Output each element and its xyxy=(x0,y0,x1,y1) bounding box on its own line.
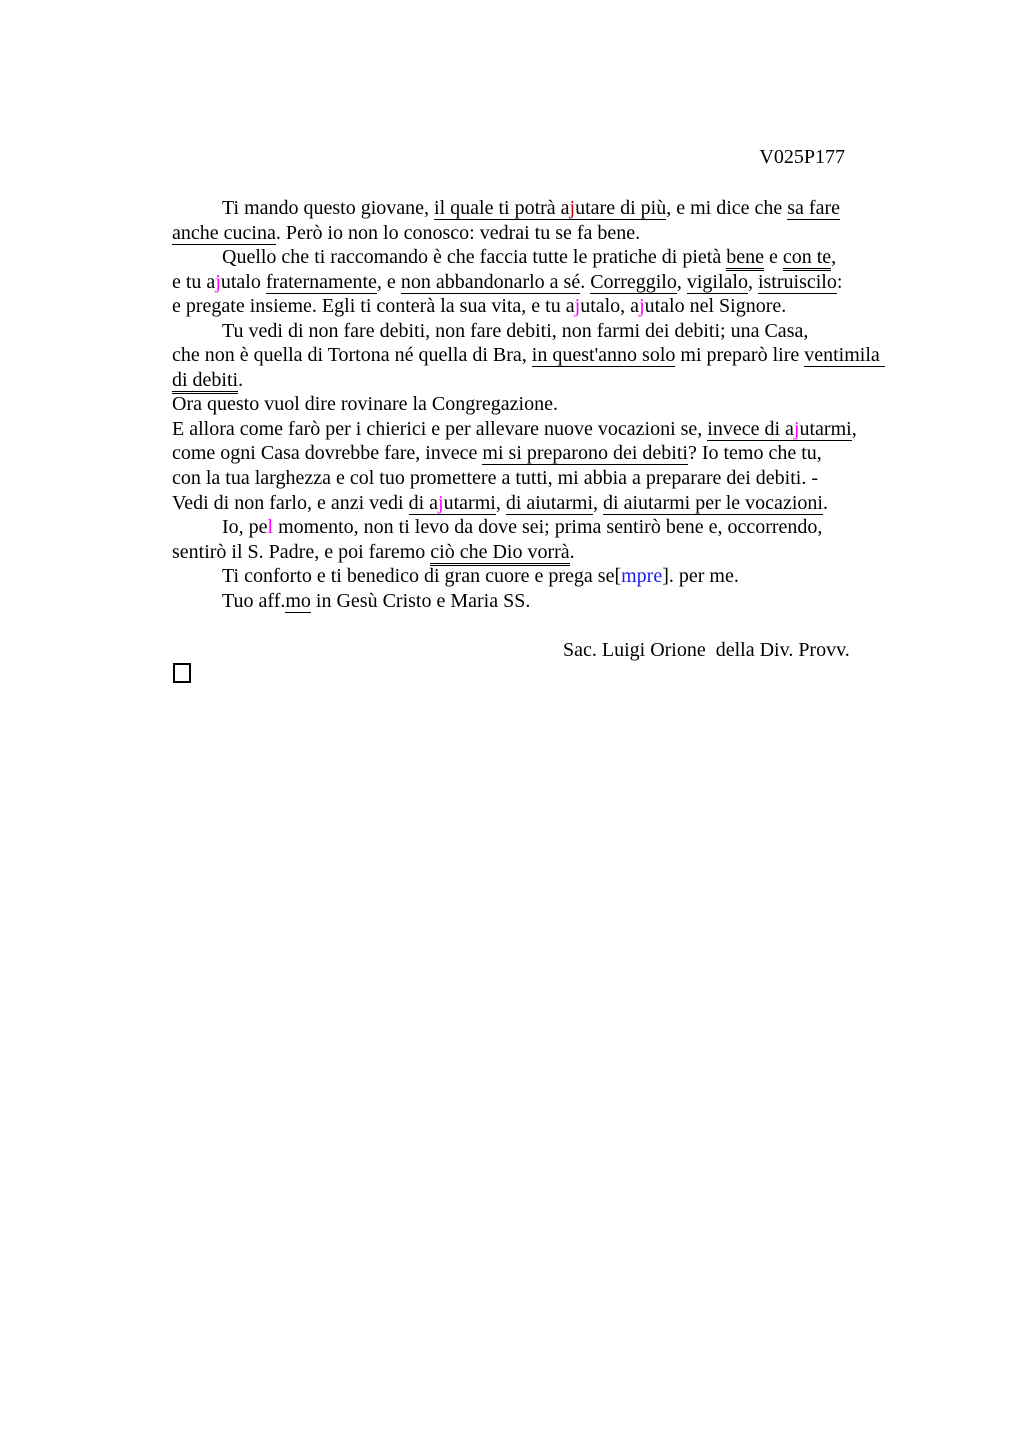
text-run: come ogni Casa dovrebbe fare, invece xyxy=(172,442,483,465)
text-run: e xyxy=(763,246,783,269)
text-run: e pregate insieme. Egli ti conterà la sua vita, e tu a xyxy=(172,295,575,318)
underlined-text-run: non abbandonarlo a sé xyxy=(400,270,581,293)
underlined-text-run: mo xyxy=(285,589,311,612)
text-line xyxy=(172,515,952,540)
text-line xyxy=(172,540,952,565)
colored-text-run: j xyxy=(574,295,581,318)
colored-text-run: j xyxy=(639,295,645,318)
text-line xyxy=(172,491,952,516)
underlined-text-run: di a xyxy=(408,491,439,514)
underlined-text-run: mi si preparono dei debiti xyxy=(482,442,688,465)
text-run: utalo, a xyxy=(580,295,640,318)
underlined-text-run: utare di più xyxy=(575,197,667,219)
letter-body xyxy=(172,196,952,613)
underlined-text-run: invece di a xyxy=(707,417,794,440)
text-run: mi preparò lire xyxy=(675,344,805,367)
underlined-text-run: bene xyxy=(726,246,764,271)
text-run: con la tua larghezza e col tuo promettere a tutti, mi abbia a preparare dei debiti. - xyxy=(172,467,819,490)
text-run: utalo nel Signore. xyxy=(644,295,787,318)
underlined-text-run: con te xyxy=(783,246,831,271)
text-run: , e mi dice che xyxy=(666,197,788,219)
text-line xyxy=(172,245,952,270)
text-run: Vedi di non farlo, e anzi vedi xyxy=(172,491,409,514)
text-line xyxy=(172,196,952,221)
empty-square-icon xyxy=(173,663,191,683)
text-run: . xyxy=(822,491,828,514)
text-run: e tu a xyxy=(172,270,216,293)
underlined-text-run: anche cucina xyxy=(172,221,276,244)
text-line xyxy=(172,589,952,614)
text-line xyxy=(172,564,952,589)
text-run: , xyxy=(747,270,758,293)
text-run: Quello che ti raccomando è che faccia tutte le pratiche di pietà xyxy=(222,246,727,269)
underlined-text-run: di debiti xyxy=(172,369,238,394)
text-run: , xyxy=(831,246,837,269)
footer-glyph-line xyxy=(172,663,952,690)
text-line xyxy=(172,270,952,295)
text-run: E allora come farò per i chierici e per allevare nuove vocazioni se, xyxy=(172,417,708,440)
underlined-text-run: vigilalo xyxy=(686,270,748,293)
underlined-text-run: di aiutarmi xyxy=(505,491,594,514)
colored-text-run: mpre xyxy=(621,565,663,588)
text-line xyxy=(172,466,952,491)
text-line xyxy=(172,343,952,368)
underlined-text-run: il quale ti potrà a xyxy=(434,197,570,219)
text-run: Ti mando questo giovane, xyxy=(222,197,435,219)
text-line xyxy=(172,417,952,442)
text-line xyxy=(172,221,952,246)
text-run: momento, non ti levo da dove sei; prima sentirò bene e, occorrendo, xyxy=(273,516,823,539)
text-run: , xyxy=(495,491,506,514)
underlined-text-run: utarmi xyxy=(443,491,496,514)
underlined-text-run: Correggilo xyxy=(590,270,677,293)
text-line xyxy=(172,368,952,393)
underlined-text-run: fraternamente xyxy=(265,270,377,293)
text-run: Io, pe xyxy=(222,516,268,539)
text-run: , xyxy=(676,270,687,293)
colored-text-run: l xyxy=(267,516,274,539)
text-run: . xyxy=(238,368,244,391)
colored-text-run: j xyxy=(215,270,221,293)
text-run: Ti conforto e ti benedico di gran cuore e prega se[ xyxy=(222,565,622,588)
text-run: , e xyxy=(376,270,401,293)
underlined-text-run: ventimila xyxy=(804,344,885,367)
colored-text-run: j xyxy=(793,417,800,440)
text-run: . xyxy=(580,270,591,293)
text-run: , xyxy=(593,491,604,514)
text-run: utalo xyxy=(220,270,266,293)
text-run: Tuo aff. xyxy=(222,589,286,612)
text-run: ? Io temo che tu, xyxy=(687,442,822,465)
underlined-text-run: istruiscilo xyxy=(757,270,837,293)
underlined-text-run: sa fare xyxy=(787,197,840,219)
colored-text-run: j xyxy=(569,197,576,219)
signature: Sac. Luigi Orione della Div. Provv. xyxy=(563,638,850,661)
underlined-text-run: ciò che Dio vorrà xyxy=(430,541,569,566)
text-run: Tu vedi di non fare debiti, non fare debiti, non farmi dei debiti; una Casa, xyxy=(222,319,809,342)
text-run: . xyxy=(569,540,575,563)
text-line xyxy=(172,294,952,319)
archive-code: V025P177 xyxy=(759,146,845,168)
text-run: ]. per me. xyxy=(662,565,739,588)
underlined-text-run: di aiutarmi per le vocazioni xyxy=(603,491,823,514)
text-run: che non è quella di Tortona né quella di Bra, xyxy=(172,344,532,367)
text-line xyxy=(172,441,952,466)
text-line xyxy=(172,319,952,344)
text-run: , xyxy=(851,417,857,440)
text-line xyxy=(172,392,952,417)
text-run: . Però io non lo conosco: vedrai tu se fa bene. xyxy=(275,221,641,244)
underlined-text-run: utarmi xyxy=(799,417,852,440)
text-run: in Gesù Cristo e Maria SS. xyxy=(310,589,531,612)
underlined-text-run: in quest'anno solo xyxy=(531,344,676,367)
text-run: : xyxy=(836,270,843,293)
colored-text-run: j xyxy=(438,491,444,514)
text-run: Ora questo vuol dire rovinare la Congregazione. xyxy=(172,393,558,416)
text-run: sentirò il S. Padre, e poi faremo xyxy=(172,540,431,563)
